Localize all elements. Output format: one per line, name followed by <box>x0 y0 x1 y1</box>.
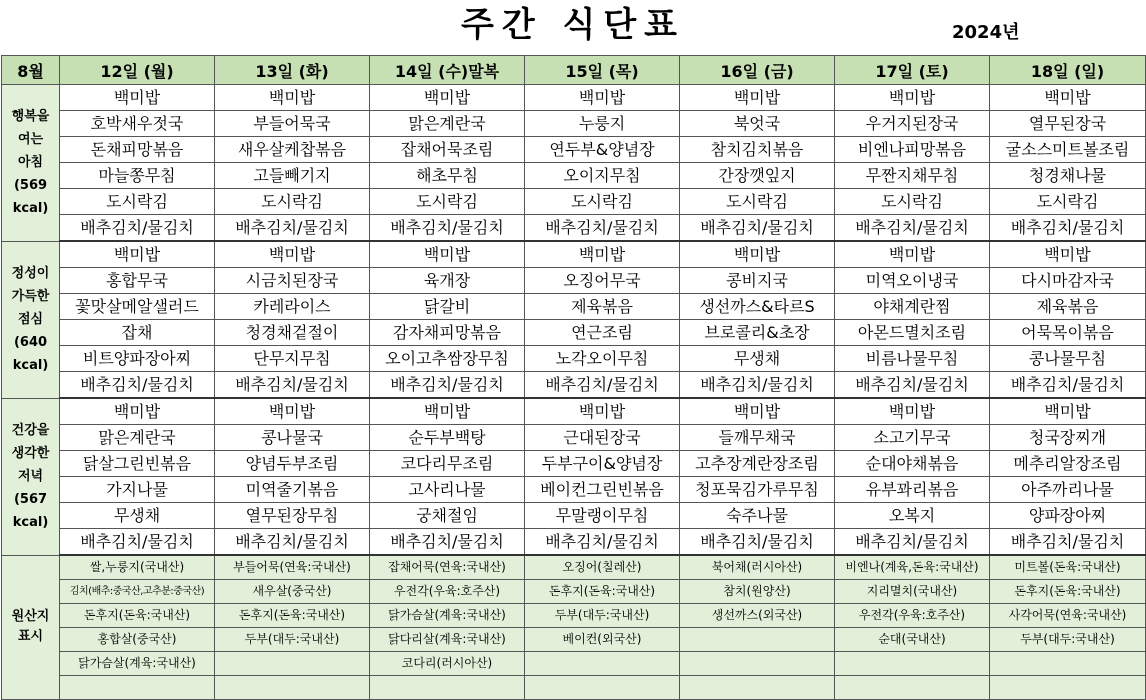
menu-item: 청경채나물 <box>990 163 1146 189</box>
breakfast-row <box>2 215 1146 242</box>
menu-item: 홍합무국 <box>60 268 215 294</box>
origin-item: 닭다리살(계육:국내산) <box>370 628 525 652</box>
menu-item: 배추김치/물김치 <box>835 372 990 399</box>
origin-item: 오징어(칠레산) <box>525 555 680 580</box>
menu-item: 메추리알장조림 <box>990 451 1146 477</box>
menu-item: 배추김치/물김치 <box>60 529 215 556</box>
page-title: 주간 식단표 <box>460 5 686 45</box>
menu-item: 참치김치볶음 <box>680 137 835 163</box>
meal-label-line: 가득한 <box>11 289 50 304</box>
menu-item: 누룽지 <box>525 111 680 137</box>
meal-label-line: kcal) <box>12 358 49 373</box>
menu-item: 백미밥 <box>990 241 1146 268</box>
menu-item: 콩나물무침 <box>990 346 1146 372</box>
menu-item: 백미밥 <box>60 398 215 425</box>
menu-item: 배추김치/물김치 <box>990 529 1146 556</box>
menu-item: 배추김치/물김치 <box>990 372 1146 399</box>
origin-item <box>990 652 1146 676</box>
origin-item <box>680 652 835 676</box>
menu-item: 근대된장국 <box>525 425 680 451</box>
origin-row <box>2 604 1146 628</box>
origin-row <box>2 555 1146 580</box>
menu-item: 노각오이무침 <box>525 346 680 372</box>
origin-item: 돈후지(돈육:국내산) <box>60 604 215 628</box>
origin-item: 닭가슴살(계육:국내산) <box>370 604 525 628</box>
menu-item: 닭갈비 <box>370 294 525 320</box>
lunch-row <box>2 241 1146 268</box>
menu-item: 아주까리나물 <box>990 477 1146 503</box>
day-header: 17일 (토) <box>835 56 990 85</box>
menu-item: 시금치된장국 <box>215 268 370 294</box>
menu-item: 연두부&양념장 <box>525 137 680 163</box>
menu-item: 배추김치/물김치 <box>370 372 525 399</box>
menu-item: 숙주나물 <box>680 503 835 529</box>
origin-item: 새우살(중국산) <box>215 580 370 604</box>
menu-item: 두부구이&양념장 <box>525 451 680 477</box>
menu-item: 돈채피망볶음 <box>60 137 215 163</box>
menu-item: 백미밥 <box>835 398 990 425</box>
menu-item: 야채계란찜 <box>835 294 990 320</box>
menu-item: 백미밥 <box>370 85 525 111</box>
weekly-menu-table <box>1 55 1146 700</box>
origin-label <box>2 555 60 700</box>
menu-item: 들깨무채국 <box>680 425 835 451</box>
menu-item: 백미밥 <box>835 241 990 268</box>
dinner-row <box>2 398 1146 425</box>
breakfast-row <box>2 85 1146 111</box>
menu-item: 배추김치/물김치 <box>215 529 370 556</box>
day-header: 15일 (목) <box>525 56 680 85</box>
dinner-row <box>2 529 1146 556</box>
menu-item: 도시락김 <box>370 189 525 215</box>
menu-item: 무짠지채무침 <box>835 163 990 189</box>
menu-item: 꽃맛살메알샐러드 <box>60 294 215 320</box>
origin-item <box>525 652 680 676</box>
menu-item: 콩비지국 <box>680 268 835 294</box>
menu-item: 오이고추쌈장무침 <box>370 346 525 372</box>
origin-item: 북어채(러시아산) <box>680 555 835 580</box>
menu-item: 북엇국 <box>680 111 835 137</box>
menu-item: 백미밥 <box>680 85 835 111</box>
meal-label-line: (567 <box>13 492 48 507</box>
menu-item: 백미밥 <box>215 241 370 268</box>
meal-label-line: 정성이 <box>11 266 50 281</box>
menu-item: 도시락김 <box>990 189 1146 215</box>
month-header: 8월 <box>2 56 60 85</box>
origin-item: 미트볼(돈육:국내산) <box>990 555 1146 580</box>
menu-item: 미역줄기볶음 <box>215 477 370 503</box>
menu-item: 호박새우젓국 <box>60 111 215 137</box>
menu-item: 순두부백탕 <box>370 425 525 451</box>
menu-item: 백미밥 <box>990 85 1146 111</box>
menu-item: 배추김치/물김치 <box>370 529 525 556</box>
origin-item <box>835 652 990 676</box>
menu-item: 배추김치/물김치 <box>525 372 680 399</box>
menu-item: 배추김치/물김치 <box>680 372 835 399</box>
menu-item: 백미밥 <box>370 241 525 268</box>
breakfast-label <box>2 85 60 242</box>
menu-item: 잡채 <box>60 320 215 346</box>
menu-item: 배추김치/물김치 <box>370 215 525 242</box>
menu-item: 베이컨그린빈볶음 <box>525 477 680 503</box>
menu-item: 제육볶음 <box>990 294 1146 320</box>
meal-label-line: 저녁 <box>17 469 44 484</box>
meal-label-line: 점심 <box>17 312 44 327</box>
header-row <box>2 56 1146 85</box>
menu-item: 백미밥 <box>680 398 835 425</box>
menu-item: 백미밥 <box>680 241 835 268</box>
menu-item: 배추김치/물김치 <box>215 215 370 242</box>
menu-item: 배추김치/물김치 <box>680 215 835 242</box>
menu-item: 가지나물 <box>60 477 215 503</box>
origin-item: 코다리(러시아산) <box>370 652 525 676</box>
meal-label-line: kcal) <box>12 515 49 530</box>
origin-item: 돈후지(돈육:국내산) <box>215 604 370 628</box>
menu-item: 소고기무국 <box>835 425 990 451</box>
menu-item: 배추김치/물김치 <box>680 529 835 556</box>
menu-item: 도시락김 <box>680 189 835 215</box>
menu-item: 배추김치/물김치 <box>835 529 990 556</box>
origin-item: 쌀,누룽지(국내산) <box>60 555 215 580</box>
menu-item: 맑은계란국 <box>370 111 525 137</box>
menu-item: 배추김치/물김치 <box>525 529 680 556</box>
menu-item: 간장깻잎지 <box>680 163 835 189</box>
menu-item: 양파장아찌 <box>990 503 1146 529</box>
meal-label-line: 여는 <box>17 132 44 148</box>
origin-item: 돈후지(돈육:국내산) <box>525 580 680 604</box>
menu-item: 청포묵김가루무침 <box>680 477 835 503</box>
menu-item: 코다리무조림 <box>370 451 525 477</box>
menu-item: 오징어무국 <box>525 268 680 294</box>
origin-item: 우전각(우육:호주산) <box>370 580 525 604</box>
meal-label-line: 아침 <box>17 155 44 171</box>
menu-item: 백미밥 <box>215 85 370 111</box>
menu-item: 도시락김 <box>215 189 370 215</box>
menu-item: 해초무침 <box>370 163 525 189</box>
origin-item: 닭가슴살(계육:국내산) <box>60 652 215 676</box>
breakfast-row <box>2 163 1146 189</box>
menu-item: 배추김치/물김치 <box>215 372 370 399</box>
origin-item: 두부(대두:국내산) <box>525 604 680 628</box>
lunch-row <box>2 294 1146 320</box>
origin-item: 홍합살(중국산) <box>60 628 215 652</box>
year-label: 2024년 <box>952 22 1020 43</box>
origin-item <box>680 628 835 652</box>
menu-item: 미역오이냉국 <box>835 268 990 294</box>
menu-item: 새우살케찹볶음 <box>215 137 370 163</box>
origin-item: 잡채어묵(연육:국내산) <box>370 555 525 580</box>
origin-item: 생선까스(외국산) <box>680 604 835 628</box>
origin-item: 우전각(우육:호주산) <box>835 604 990 628</box>
menu-item: 열무된장무침 <box>215 503 370 529</box>
menu-item: 순대야채볶음 <box>835 451 990 477</box>
menu-item: 배추김치/물김치 <box>60 372 215 399</box>
menu-item: 굴소스미트볼조림 <box>990 137 1146 163</box>
menu-item: 배추김치/물김치 <box>525 215 680 242</box>
menu-item: 청경채겉절이 <box>215 320 370 346</box>
day-header: 12일 (월) <box>60 56 215 85</box>
origin-row <box>2 580 1146 604</box>
day-header: 14일 (수)말복 <box>370 56 525 85</box>
meal-label-line: (569 <box>13 178 48 194</box>
menu-item: 궁채절임 <box>370 503 525 529</box>
lunch-row <box>2 320 1146 346</box>
menu-item: 어묵목이볶음 <box>990 320 1146 346</box>
day-header: 16일 (금) <box>680 56 835 85</box>
origin-item: 돈후지(돈육:국내산) <box>990 580 1146 604</box>
origin-item: 부들어묵(연육:국내산) <box>215 555 370 580</box>
menu-item: 백미밥 <box>215 398 370 425</box>
menu-item: 백미밥 <box>525 85 680 111</box>
menu-item: 오이지무침 <box>525 163 680 189</box>
menu-item: 오복지 <box>835 503 990 529</box>
origin-row <box>2 652 1146 676</box>
menu-item: 열무된장국 <box>990 111 1146 137</box>
dinner-row <box>2 451 1146 477</box>
lunch-row <box>2 372 1146 399</box>
menu-item: 제육볶음 <box>525 294 680 320</box>
menu-item: 브로콜리&초장 <box>680 320 835 346</box>
menu-item: 백미밥 <box>990 398 1146 425</box>
menu-item: 잡채어묵조림 <box>370 137 525 163</box>
meal-label-line: kcal) <box>12 201 49 217</box>
meal-label-line: 행복을 <box>11 109 50 125</box>
menu-item: 콩나물국 <box>215 425 370 451</box>
menu-item: 도시락김 <box>525 189 680 215</box>
menu-item: 백미밥 <box>60 85 215 111</box>
origin-item: 베이컨(외국산) <box>525 628 680 652</box>
menu-item: 마늘쫑무침 <box>60 163 215 189</box>
origin-label-line: 원산지 <box>11 609 50 625</box>
meal-label-line: 건강을 <box>11 423 50 438</box>
menu-item: 고사리나물 <box>370 477 525 503</box>
menu-item: 생선까스&타르S <box>680 294 835 320</box>
origin-item: 지리멸치(국내산) <box>835 580 990 604</box>
menu-item: 감자채피망볶음 <box>370 320 525 346</box>
menu-item: 백미밥 <box>835 85 990 111</box>
menu-item: 무말랭이무침 <box>525 503 680 529</box>
meal-label-line: 생각한 <box>11 446 50 461</box>
menu-item: 백미밥 <box>60 241 215 268</box>
dinner-label <box>2 398 60 555</box>
meal-label-line: (640 <box>13 335 48 350</box>
day-header: 18일 (일) <box>990 56 1146 85</box>
lunch-row <box>2 346 1146 372</box>
menu-item: 아몬드멸치조림 <box>835 320 990 346</box>
lunch-label <box>2 241 60 398</box>
menu-item: 육개장 <box>370 268 525 294</box>
menu-item: 청국장찌개 <box>990 425 1146 451</box>
breakfast-row <box>2 189 1146 215</box>
origin-item: 두부(대두:국내산) <box>215 628 370 652</box>
menu-item: 백미밥 <box>370 398 525 425</box>
menu-item: 양념두부조림 <box>215 451 370 477</box>
menu-item: 닭살그린빈볶음 <box>60 451 215 477</box>
menu-item: 부들어묵국 <box>215 111 370 137</box>
origin-item: 사각어묵(연육:국내산) <box>990 604 1146 628</box>
day-header: 13일 (화) <box>215 56 370 85</box>
menu-item: 유부꽈리볶음 <box>835 477 990 503</box>
menu-item: 도시락김 <box>60 189 215 215</box>
menu-item: 무생채 <box>60 503 215 529</box>
dinner-row <box>2 503 1146 529</box>
origin-item: 김치(배추:중국산,고추분:중국산) <box>60 580 215 604</box>
menu-item: 백미밥 <box>525 398 680 425</box>
menu-item: 고들빼기지 <box>215 163 370 189</box>
menu-item: 단무지무침 <box>215 346 370 372</box>
menu-item: 맑은계란국 <box>60 425 215 451</box>
menu-item: 백미밥 <box>525 241 680 268</box>
menu-item: 비트양파장아찌 <box>60 346 215 372</box>
origin-item: 참치(원양산) <box>680 580 835 604</box>
dinner-row <box>2 477 1146 503</box>
menu-item: 카레라이스 <box>215 294 370 320</box>
lunch-row <box>2 268 1146 294</box>
menu-item: 비름나물무침 <box>835 346 990 372</box>
menu-item: 배추김치/물김치 <box>835 215 990 242</box>
menu-item: 배추김치/물김치 <box>990 215 1146 242</box>
menu-item: 도시락김 <box>835 189 990 215</box>
breakfast-row <box>2 111 1146 137</box>
origin-item: 두부(대두:국내산) <box>990 628 1146 652</box>
origin-item: 순대(국내산) <box>835 628 990 652</box>
menu-item: 우거지된장국 <box>835 111 990 137</box>
menu-item: 배추김치/물김치 <box>60 215 215 242</box>
menu-item: 고추장계란장조림 <box>680 451 835 477</box>
origin-item: 비엔나(계육,돈육:국내산) <box>835 555 990 580</box>
origin-item <box>215 652 370 676</box>
origin-label-line: 표시 <box>17 629 44 645</box>
menu-item: 연근조림 <box>525 320 680 346</box>
dinner-row <box>2 425 1146 451</box>
menu-item: 비엔나피망볶음 <box>835 137 990 163</box>
menu-item: 다시마감자국 <box>990 268 1146 294</box>
breakfast-row <box>2 137 1146 163</box>
origin-row <box>2 628 1146 652</box>
menu-item: 무생채 <box>680 346 835 372</box>
